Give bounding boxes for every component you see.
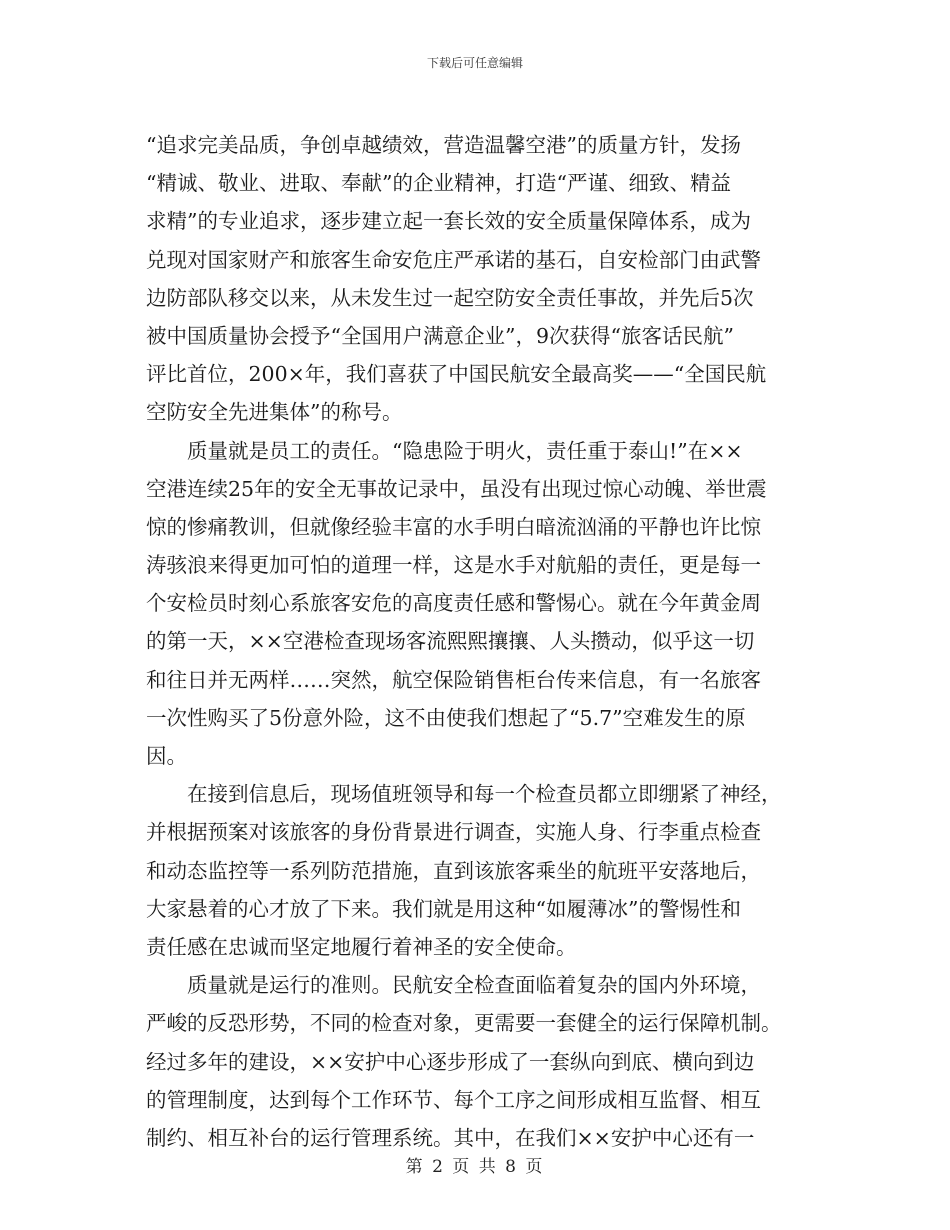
text-line: 空港连续25年的安全无事故记录中，虽没有出现过惊心动魄、举世震 xyxy=(146,476,767,501)
text-line: 经过多年的建设，××安护中心逐步形成了一套纵向到底、横向到边 xyxy=(146,1049,755,1074)
text-line: 责任感在忠诚而坚定地履行着神圣的安全使命。 xyxy=(146,934,577,959)
text-line: 的第一天，××空港检查现场客流熙熙攘攘、人头攒动，似乎这一切 xyxy=(146,629,755,654)
text-line: 制约、相互补台的运行管理系统。其中，在我们××安护中心还有一 xyxy=(146,1125,755,1150)
text-line: 个安检员时刻心系旅客安危的高度责任感和警惕心。就在今年黄金周 xyxy=(146,591,761,616)
page-footer: 第 2 页 共 8 页 xyxy=(405,1157,545,1177)
text-line: 因。 xyxy=(146,744,187,768)
text-line: “追求完美品质，争创卓越绩效，营造温馨空港”的质量方针，发扬 xyxy=(146,133,741,157)
paragraph-start-line: 质量就是员工的责任。“隐患险于明火，责任重于泰山!”在×× xyxy=(187,438,743,463)
paragraph-start-line: 质量就是运行的准则。民航安全检查面临着复杂的国内外环境， xyxy=(187,973,761,998)
page-header: 下载后可任意编辑 xyxy=(426,56,523,70)
text-line: 被中国质量协会授予“全国用户满意企业”，9次获得“旅客话民航” xyxy=(146,323,734,348)
text-line: 和动态监控等一系列防范措施，直到该旅客乘坐的航班平安落地后， xyxy=(146,858,761,883)
paragraph-start-line: 在接到信息后，现场值班领导和每一个检查员都立即绷紧了神经， xyxy=(187,782,782,807)
text-line: 的管理制度，达到每个工作环节、每个工序之间形成相互监督、相互 xyxy=(146,1087,761,1112)
text-line: 严峻的反恐形势，不同的检查对象，更需要一套健全的运行保障机制。 xyxy=(146,1011,782,1036)
text-line: 并根据预案对该旅客的身份背景进行调查，实施人身、行李重点检查 xyxy=(146,820,761,845)
text-line: 涛骇浪来得更加可怕的道理一样，这是水手对航船的责任，更是每一 xyxy=(146,553,761,578)
text-line: 空防安全先进集体”的称号。 xyxy=(146,400,403,425)
document-body xyxy=(146,126,806,1157)
text-line: 惊的惨痛教训，但就像经验丰富的水手明白暗流汹涌的平静也许比惊 xyxy=(146,514,761,539)
text-line: 和往日并无两样……突然，航空保险销售柜台传来信息，有一名旅客 xyxy=(146,667,761,692)
text-line: 一次性购买了5份意外险，这不由使我们想起了“5.7”空难发生的原 xyxy=(146,705,746,730)
text-line: 评比首位，200×年，我们喜获了中国民航安全最高奖——“全国民航 xyxy=(146,362,767,387)
text-line: “精诚、敬业、进取、奉献”的企业精神，打造“严谨、细致、精益 xyxy=(146,171,731,196)
text-line: 兑现对国家财产和旅客生命安危庄严承诺的基石，自安检部门由武警 xyxy=(146,247,761,272)
text-line: 大家悬着的心才放了下来。我们就是用这种“如履薄冰”的警惕性和 xyxy=(146,896,741,921)
text-line: 边防部队移交以来，从未发生过一起空防安全责任事故，并先后5次 xyxy=(146,285,754,310)
text-line: 求精”的专业追求，逐步建立起一套长效的安全质量保障体系，成为 xyxy=(146,209,751,234)
